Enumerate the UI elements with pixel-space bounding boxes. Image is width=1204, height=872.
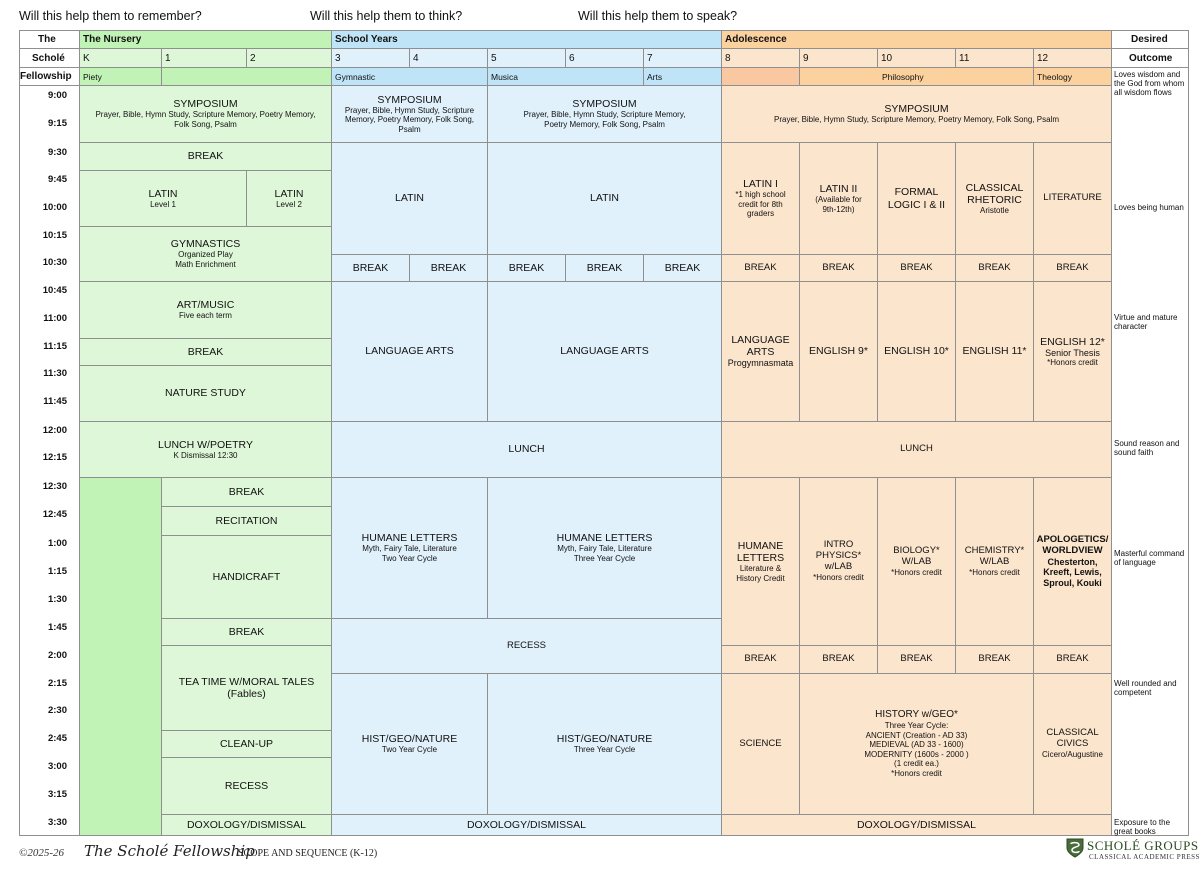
adol-break-2-8: BREAK bbox=[721, 645, 800, 674]
adol-symposium: SYMPOSIUM Prayer, Bible, Hymn Study, Scripture Memory, Poetry Memory, Folk Song, Psalm bbox=[721, 85, 1112, 143]
adol-lunch: LUNCH bbox=[721, 421, 1112, 478]
time-label: 12:15 bbox=[42, 452, 67, 463]
outcome-human: Loves being human bbox=[1114, 203, 1184, 212]
adol-classical-civics: CLASSICAL CIVICS Cicero/Augustine bbox=[1033, 673, 1112, 815]
adol-break-2-12: BREAK bbox=[1033, 645, 1112, 674]
outcome-great-books: Exposure to the great books bbox=[1114, 818, 1171, 837]
school-symposium-3-4: SYMPOSIUM Prayer, Bible, Hymn Study, Scripture Memory, Poetry Memory, Folk Song, Psalm bbox=[331, 85, 488, 143]
time-label: 2:15 bbox=[47, 678, 67, 689]
adol-break-8: BREAK bbox=[721, 254, 800, 282]
nursery-break-1115: BREAK bbox=[79, 338, 332, 366]
header-fellowship: Fellowship bbox=[20, 71, 72, 82]
section-adolescence: Adolescence bbox=[721, 30, 1112, 49]
section-nursery: The Nursery bbox=[79, 30, 332, 49]
nursery-recess: RECESS bbox=[161, 757, 332, 815]
adol-english-12: ENGLISH 12* Senior Thesis *Honors credit bbox=[1033, 281, 1112, 422]
adol-history-geo: HISTORY w/GEO* Three Year Cycle: ANCIENT (Creation - AD 33) MEDIEVAL (AD 33 - 1600) MODERNITY (1600s - 2000 ) (1 credit ea.) *Honors credit bbox=[799, 673, 1034, 815]
question-speak: Will this help them to speak? bbox=[578, 9, 738, 23]
shield-icon bbox=[1066, 838, 1084, 858]
time-label: 11:15 bbox=[43, 341, 67, 352]
nursery-doxology: DOXOLOGY/DISMISSAL bbox=[161, 814, 332, 836]
grade-12: 12 bbox=[1033, 48, 1112, 68]
grade-2: 2 bbox=[246, 48, 332, 68]
school-break-7: BREAK bbox=[643, 254, 722, 282]
time-label: 9:15 bbox=[47, 118, 67, 129]
nursery-art-music: ART/MUSIC Five each term bbox=[79, 281, 332, 339]
school-humane-letters-3-4: HUMANE LETTERS Myth, Fairy Tale, Literature Two Year Cycle bbox=[331, 477, 488, 619]
time-label: 12:30 bbox=[42, 481, 67, 492]
adol-humane-letters: HUMANE LETTERS Literature & History Credit bbox=[721, 477, 800, 646]
outcome-competent: Well rounded and competent bbox=[1114, 679, 1177, 698]
grade-8: 8 bbox=[721, 48, 800, 68]
nursery-lunch: LUNCH W/POETRY K Dismissal 12:30 bbox=[79, 421, 332, 478]
grade-6: 6 bbox=[565, 48, 644, 68]
grade-5: 5 bbox=[487, 48, 566, 68]
brand-name: SCHOLÉ GROUPS bbox=[1087, 838, 1199, 853]
school-break-5: BREAK bbox=[487, 254, 566, 282]
grade-11: 11 bbox=[955, 48, 1034, 68]
time-label: 1:45 bbox=[47, 622, 67, 633]
stage-gymnastic: Gymnastic bbox=[331, 67, 488, 86]
time-label: 10:45 bbox=[42, 285, 67, 296]
stage-musica: Musica bbox=[487, 67, 644, 86]
section-school-years: School Years bbox=[331, 30, 722, 49]
outcome-header-desired: Desired bbox=[1131, 34, 1168, 45]
stage-piety-ext bbox=[161, 67, 332, 86]
footer-document-title: SCOPE AND SEQUENCE (K-12) bbox=[238, 848, 378, 859]
time-label: 10:00 bbox=[42, 202, 67, 213]
nursery-nature-study: NATURE STUDY bbox=[79, 365, 332, 422]
nursery-handicraft: HANDICRAFT bbox=[161, 535, 332, 619]
school-doxology: DOXOLOGY/DISMISSAL bbox=[331, 814, 722, 836]
stage-arts: Arts bbox=[643, 67, 722, 86]
nursery-break-930: BREAK bbox=[79, 142, 332, 171]
brand-subtitle: CLASSICAL ACADEMIC PRESS bbox=[1089, 853, 1200, 861]
school-language-arts-5-7: LANGUAGE ARTS bbox=[487, 281, 722, 422]
adol-science: SCIENCE bbox=[721, 673, 800, 815]
time-label: 11:45 bbox=[43, 396, 67, 407]
school-symposium-5-7: SYMPOSIUM Prayer, Bible, Hymn Study, Scripture Memory, Poetry Memory, Folk Song, Psalm bbox=[487, 85, 722, 143]
time-label: 9:45 bbox=[47, 174, 67, 185]
stage-theology: Theology bbox=[1033, 67, 1112, 86]
footer-school-name: The Scholé Fellowship bbox=[84, 842, 255, 860]
adol-break-2-9: BREAK bbox=[799, 645, 878, 674]
adol-formal-logic: FORMAL LOGIC I & II bbox=[877, 142, 956, 255]
school-latin-5-7: LATIN bbox=[487, 142, 722, 255]
nursery-break-1230: BREAK bbox=[161, 477, 332, 507]
adol-break-12: BREAK bbox=[1033, 254, 1112, 282]
nursery-symposium: SYMPOSIUM Prayer, Bible, Hymn Study, Scripture Memory, Poetry Memory, Folk Song, Psalm bbox=[79, 85, 332, 143]
header-the: The bbox=[38, 34, 56, 45]
grade-10: 10 bbox=[877, 48, 956, 68]
question-think: Will this help them to think? bbox=[310, 9, 463, 23]
adol-break-2-11: BREAK bbox=[955, 645, 1034, 674]
nursery-recitation: RECITATION bbox=[161, 506, 332, 536]
stage-blank bbox=[721, 67, 800, 86]
school-hist-geo-5-7: HIST/GEO/NATURE Three Year Cycle bbox=[487, 673, 722, 815]
footer-copyright: ©2025-26 bbox=[19, 847, 65, 859]
outcome-header-outcome: Outcome bbox=[1129, 53, 1173, 64]
time-label: 12:45 bbox=[42, 509, 67, 520]
school-break-6: BREAK bbox=[565, 254, 644, 282]
stage-piety: Piety bbox=[79, 67, 162, 86]
nursery-cleanup: CLEAN-UP bbox=[161, 730, 332, 758]
time-label: 1:15 bbox=[47, 566, 67, 577]
brand-logo bbox=[1066, 838, 1084, 858]
time-label: 1:30 bbox=[47, 594, 67, 605]
grade-1: 1 bbox=[161, 48, 247, 68]
adol-break-11: BREAK bbox=[955, 254, 1034, 282]
time-label: 9:30 bbox=[47, 147, 67, 158]
grade-7: 7 bbox=[643, 48, 722, 68]
adol-doxology: DOXOLOGY/DISMISSAL bbox=[721, 814, 1112, 836]
time-label: 2:30 bbox=[47, 705, 67, 716]
adol-biology: BIOLOGY* W/LAB *Honors credit bbox=[877, 477, 956, 646]
adol-english-9: ENGLISH 9* bbox=[799, 281, 878, 422]
adol-latin-2: LATIN II (Available for 9th-12th) bbox=[799, 142, 878, 255]
adol-english-10: ENGLISH 10* bbox=[877, 281, 956, 422]
adol-language-arts: LANGUAGE ARTS Progymnasmata bbox=[721, 281, 800, 422]
time-label: 12:00 bbox=[42, 425, 67, 436]
grade-3: 3 bbox=[331, 48, 410, 68]
header-schole: Scholé bbox=[32, 53, 65, 64]
outcome-language: Masterful command of language bbox=[1114, 549, 1185, 568]
nursery-k-dismissed bbox=[79, 477, 162, 836]
nursery-break-145: BREAK bbox=[161, 618, 332, 646]
time-label: 9:00 bbox=[47, 90, 67, 101]
time-label: 2:45 bbox=[47, 733, 67, 744]
adol-intro-physics: INTRO PHYSICS* w/LAB *Honors credit bbox=[799, 477, 878, 646]
adol-chemistry: CHEMISTRY* W/LAB *Honors credit bbox=[955, 477, 1034, 646]
outcome-wisdom: Loves wisdom and the God from whom all wisdom flows bbox=[1114, 70, 1185, 98]
nursery-tea-time: TEA TIME W/MORAL TALES (Fables) bbox=[161, 645, 332, 731]
school-lunch: LUNCH bbox=[331, 421, 722, 478]
adol-literature: LITERATURE bbox=[1033, 142, 1112, 255]
school-humane-letters-5-7: HUMANE LETTERS Myth, Fairy Tale, Literature Three Year Cycle bbox=[487, 477, 722, 619]
question-remember: Will this help them to remember? bbox=[19, 9, 202, 23]
adol-break-2-10: BREAK bbox=[877, 645, 956, 674]
nursery-gymnastics: GYMNASTICS Organized Play Math Enrichment bbox=[79, 226, 332, 282]
time-label: 1:00 bbox=[47, 538, 67, 549]
school-hist-geo-3-4: HIST/GEO/NATURE Two Year Cycle bbox=[331, 673, 488, 815]
nursery-latin-level1: LATIN Level 1 bbox=[79, 170, 247, 227]
grade-9: 9 bbox=[799, 48, 878, 68]
adol-english-11: ENGLISH 11* bbox=[955, 281, 1034, 422]
outcome-reason: Sound reason and sound faith bbox=[1114, 439, 1180, 458]
time-label: 3:00 bbox=[47, 761, 67, 772]
outcome-virtue: Virtue and mature character bbox=[1114, 313, 1178, 332]
school-language-arts-3-4: LANGUAGE ARTS bbox=[331, 281, 488, 422]
time-label: 11:30 bbox=[43, 368, 67, 379]
school-latin-3-4: LATIN bbox=[331, 142, 488, 255]
time-label: 3:15 bbox=[47, 789, 67, 800]
grade-4: 4 bbox=[409, 48, 488, 68]
adol-break-10: BREAK bbox=[877, 254, 956, 282]
adol-apologetics: APOLOGETICS/ WORLDVIEW Chesterton, Kreeft, Lewis, Sproul, Kouki bbox=[1033, 477, 1112, 646]
school-break-4: BREAK bbox=[409, 254, 488, 282]
school-break-3: BREAK bbox=[331, 254, 410, 282]
school-recess: RECESS bbox=[331, 618, 722, 674]
nursery-latin-level2: LATIN Level 2 bbox=[246, 170, 332, 227]
time-label: 10:30 bbox=[42, 257, 67, 268]
time-label: 11:00 bbox=[43, 313, 67, 324]
time-label: 3:30 bbox=[47, 817, 67, 828]
stage-philosophy: Philosophy bbox=[799, 67, 1034, 86]
time-label: 10:15 bbox=[42, 230, 67, 241]
adol-break-9: BREAK bbox=[799, 254, 878, 282]
grade-k: K bbox=[79, 48, 162, 68]
adol-latin-1: LATIN I *1 high school credit for 8th graders bbox=[721, 142, 800, 255]
time-label: 2:00 bbox=[47, 650, 67, 661]
adol-classical-rhetoric: CLASSICAL RHETORIC Aristotle bbox=[955, 142, 1034, 255]
